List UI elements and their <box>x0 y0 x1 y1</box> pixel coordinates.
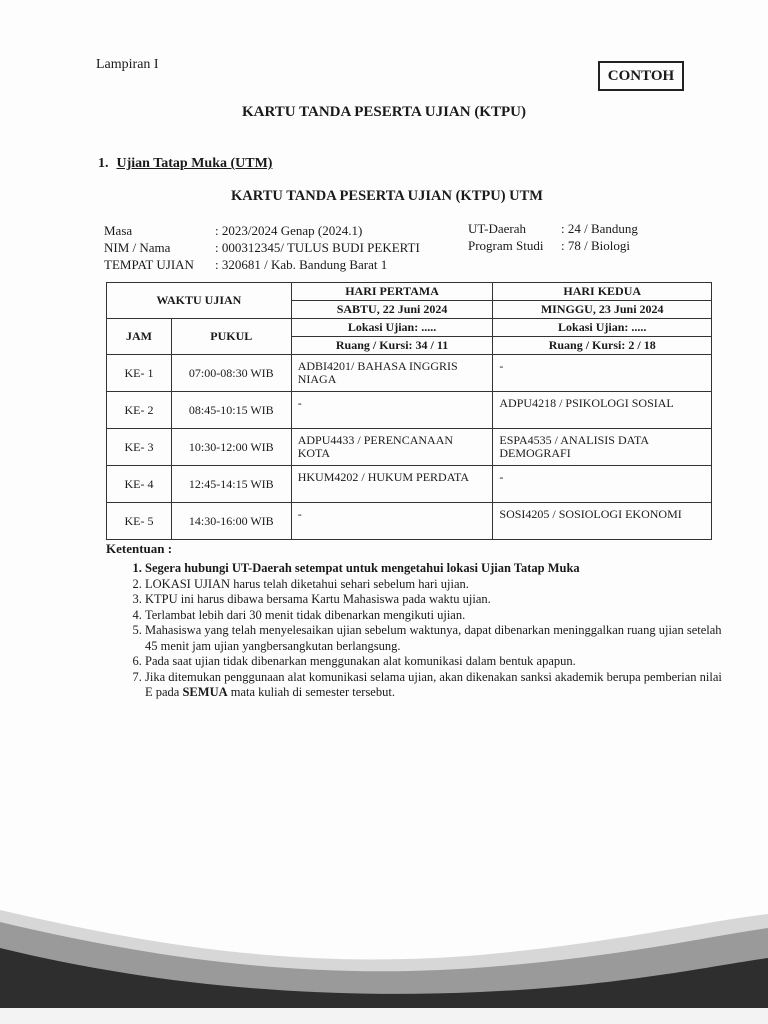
day2-course-cell: - <box>493 466 712 503</box>
table-row <box>107 429 712 466</box>
section-title: Ujian Tatap Muka (UTM) <box>116 156 273 171</box>
ketentuan-title: Ketentuan : <box>106 541 173 556</box>
lokasi-row <box>107 319 712 337</box>
lampiran-label: Lampiran I <box>96 57 159 72</box>
pukul-header: PUKUL <box>171 319 291 355</box>
day2-ruang: Ruang / Kursi: 2 / 18 <box>493 337 712 355</box>
table-row <box>107 392 712 429</box>
list-item: 4. Terlambat lebih dari 30 menit tidak dibenarkan mengikuti ujian. <box>145 608 725 624</box>
item7-text-c: mata kuliah di semester tersebut. <box>227 685 395 699</box>
pukul-cell: 12:45-14:15 WIB <box>171 466 291 503</box>
header-row <box>107 283 712 301</box>
waktu-ujian-header: WAKTU UJIAN <box>107 283 292 319</box>
jam-header: JAM <box>107 319 172 355</box>
day1-course-cell: - <box>291 392 493 429</box>
prodi-row <box>468 237 638 254</box>
list-item: 3. KTPU ini harus dibawa bersama Kartu Mahasiswa pada waktu ujian. <box>145 592 725 608</box>
tempat-row <box>104 256 420 273</box>
student-info-left <box>104 222 420 273</box>
item7-text-bold: SEMUA <box>182 685 228 699</box>
day1-course-cell: - <box>291 503 493 540</box>
day1-title: HARI PERTAMA <box>291 283 493 301</box>
day1-course-cell: ADBI4201/ BAHASA INGGRIS NIAGA <box>291 355 493 392</box>
day1-course-cell: HKUM4202 / HUKUM PERDATA <box>291 466 493 503</box>
masa-value: : 2023/2024 Genap (2024.1) <box>215 223 363 238</box>
ut-value: : 24 / Bandung <box>561 221 638 236</box>
day2-date: MINGGU, 23 Juni 2024 <box>493 301 712 319</box>
list-item <box>145 670 725 701</box>
nim-row <box>104 239 420 256</box>
day1-lokasi: Lokasi Ujian: ..... <box>291 319 493 337</box>
masa-row <box>104 222 420 239</box>
jam-cell: KE- 2 <box>107 392 172 429</box>
ut-label: UT-Daerah <box>468 221 526 236</box>
day1-date: SABTU, 22 Juni 2024 <box>291 301 493 319</box>
page-title: KARTU TANDA PESERTA UJIAN (KTPU) <box>242 104 526 120</box>
table-row <box>107 503 712 540</box>
jam-cell: KE- 4 <box>107 466 172 503</box>
card-title: KARTU TANDA PESERTA UJIAN (KTPU) UTM <box>231 188 543 204</box>
tempat-value: : 320681 / Kab. Bandung Barat 1 <box>215 257 388 272</box>
masa-label: Masa <box>104 223 133 238</box>
ketentuan-list <box>115 561 725 701</box>
section-heading <box>98 156 272 172</box>
pukul-cell: 08:45-10:15 WIB <box>171 392 291 429</box>
footer-wave-decoration <box>0 900 768 1024</box>
table-row <box>107 466 712 503</box>
day2-course-cell: ADPU4218 / PSIKOLOGI SOSIAL <box>493 392 712 429</box>
day2-lokasi: Lokasi Ujian: ..... <box>493 319 712 337</box>
list-item: 1. Segera hubungi UT-Daerah setempat untuk mengetahui lokasi Ujian Tatap Muka <box>145 561 725 577</box>
day1-ruang: Ruang / Kursi: 34 / 11 <box>291 337 493 355</box>
contoh-stamp <box>598 61 684 91</box>
day2-title: HARI KEDUA <box>493 283 712 301</box>
list-item: 2. LOKASI UJIAN harus telah diketahui sehari sebelum hari ujian. <box>145 577 725 593</box>
table-row <box>107 355 712 392</box>
pukul-cell: 14:30-16:00 WIB <box>171 503 291 540</box>
list-item: 6. Pada saat ujian tidak dibenarkan menggunakan alat komunikasi dalam bentuk apapun. <box>145 654 725 670</box>
day2-course-cell: ESPA4535 / ANALISIS DATA DEMOGRAFI <box>493 429 712 466</box>
prodi-label: Program Studi <box>468 238 544 253</box>
section-number: 1. <box>98 156 109 171</box>
pukul-cell: 10:30-12:00 WIB <box>171 429 291 466</box>
wave-base <box>0 1008 768 1024</box>
nim-value: : 000312345/ TULUS BUDI PEKERTI <box>215 240 420 255</box>
jam-cell: KE- 1 <box>107 355 172 392</box>
pukul-cell: 07:00-08:30 WIB <box>171 355 291 392</box>
prodi-value: : 78 / Biologi <box>561 238 630 253</box>
jam-cell: KE- 3 <box>107 429 172 466</box>
contoh-text: CONTOH <box>607 67 675 84</box>
jam-cell: KE- 5 <box>107 503 172 540</box>
ut-row <box>468 220 638 237</box>
item7-text-a: Jika ditemukan penggunaan alat komunikasi selama ujian, akan dikenakan sanksi akademik berupa pemberian nilai E pada <box>145 669 722 699</box>
day2-course-cell: SOSI4205 / SOSIOLOGI EKONOMI <box>493 503 712 540</box>
day2-course-cell: - <box>493 355 712 392</box>
nim-label: NIM / Nama <box>104 240 171 255</box>
tempat-label: TEMPAT UJIAN <box>104 257 194 272</box>
exam-schedule-table <box>106 282 712 540</box>
day1-course-cell: ADPU4433 / PERENCANAAN KOTA <box>291 429 493 466</box>
student-info-right <box>468 220 638 254</box>
list-item: 5. Mahasiswa yang telah menyelesaikan ujian sebelum waktunya, dapat dibenarkan meninggalkan ruang ujian setelah 45 menit jam ujian yangbersangkutan berlangsung. <box>145 623 725 654</box>
